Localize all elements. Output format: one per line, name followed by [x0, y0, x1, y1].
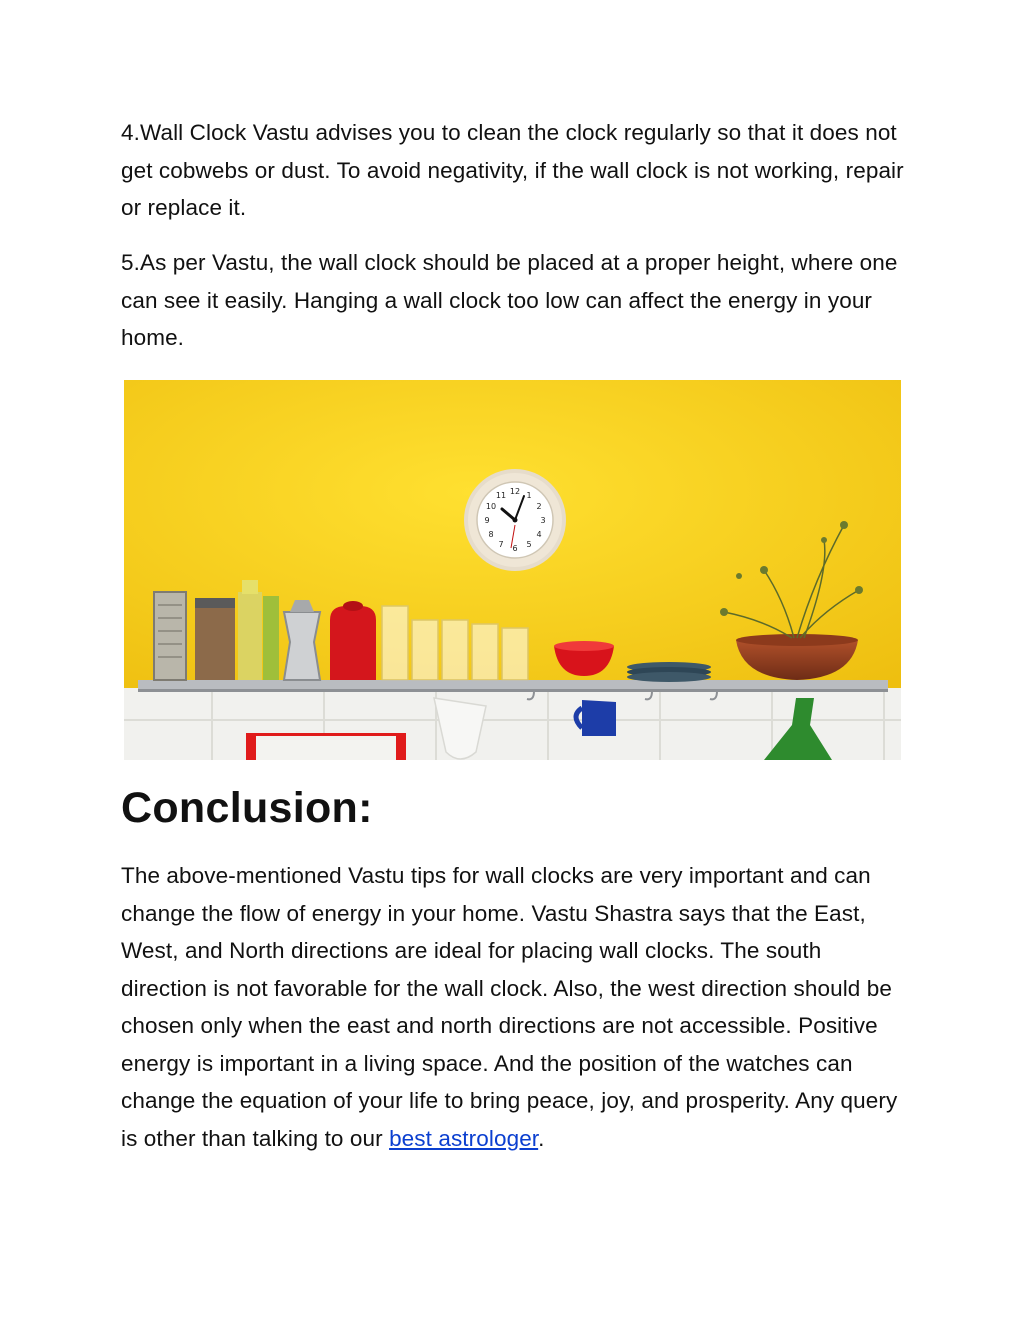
kitchen-shelf-photo	[124, 380, 901, 760]
green-bottle	[263, 596, 279, 680]
plate-stack	[627, 662, 711, 682]
blue-mug	[582, 700, 616, 736]
oil-bottle	[238, 592, 262, 680]
clock-numeral: 6	[512, 544, 518, 553]
tip-4-paragraph: 4.Wall Clock Vastu advises you to clean the clock regularly so that it does not get cobwebs or dust. To avoid negativity, if the wall clock is not working, repair or replace it.	[121, 120, 904, 220]
clock-numeral: 11	[495, 491, 507, 500]
clock-numeral: 8	[488, 530, 494, 539]
metal-shelf	[138, 680, 888, 689]
conclusion-period: .	[538, 1125, 545, 1151]
conclusion-heading: Conclusion:	[121, 784, 373, 832]
moka-pot	[284, 612, 320, 680]
wall-clock	[464, 469, 566, 571]
conclusion-paragraph	[121, 857, 913, 1157]
clock-numeral: 12	[509, 487, 521, 496]
tip-5-paragraph: 5.As per Vastu, the wall clock should be placed at a proper height, where one can see it easily. Hanging a wall clock too low can affect the energy in your home.	[121, 250, 898, 350]
conclusion-body: The above-mentioned Vastu tips for wall clocks are very important and can change the flow of energy in your home. Vastu Shastra says that the East, West, and North directions are ideal for placing wall clocks. The south direction is not favorable for the wall clock. Also, the west direction should be chosen only when the east and north directions are not accessible. Positive energy is important in a living space. And the position of the watches can change the equation of your life to bring peace, joy, and prosperity. Any query is other than talking to our	[121, 863, 898, 1151]
clock-numeral: 3	[540, 516, 546, 525]
clock-numeral: 1	[526, 491, 532, 500]
clock-numeral: 5	[526, 540, 532, 549]
clock-numeral: 9	[484, 516, 490, 525]
clock-numeral: 10	[485, 502, 497, 511]
spice-jar	[195, 602, 235, 680]
clock-numeral: 4	[536, 530, 542, 539]
best-astrologer-link[interactable]: best astrologer	[389, 1125, 539, 1151]
clock-numeral: 7	[498, 540, 504, 549]
clock-numeral: 2	[536, 502, 542, 511]
red-kettle	[330, 606, 376, 680]
